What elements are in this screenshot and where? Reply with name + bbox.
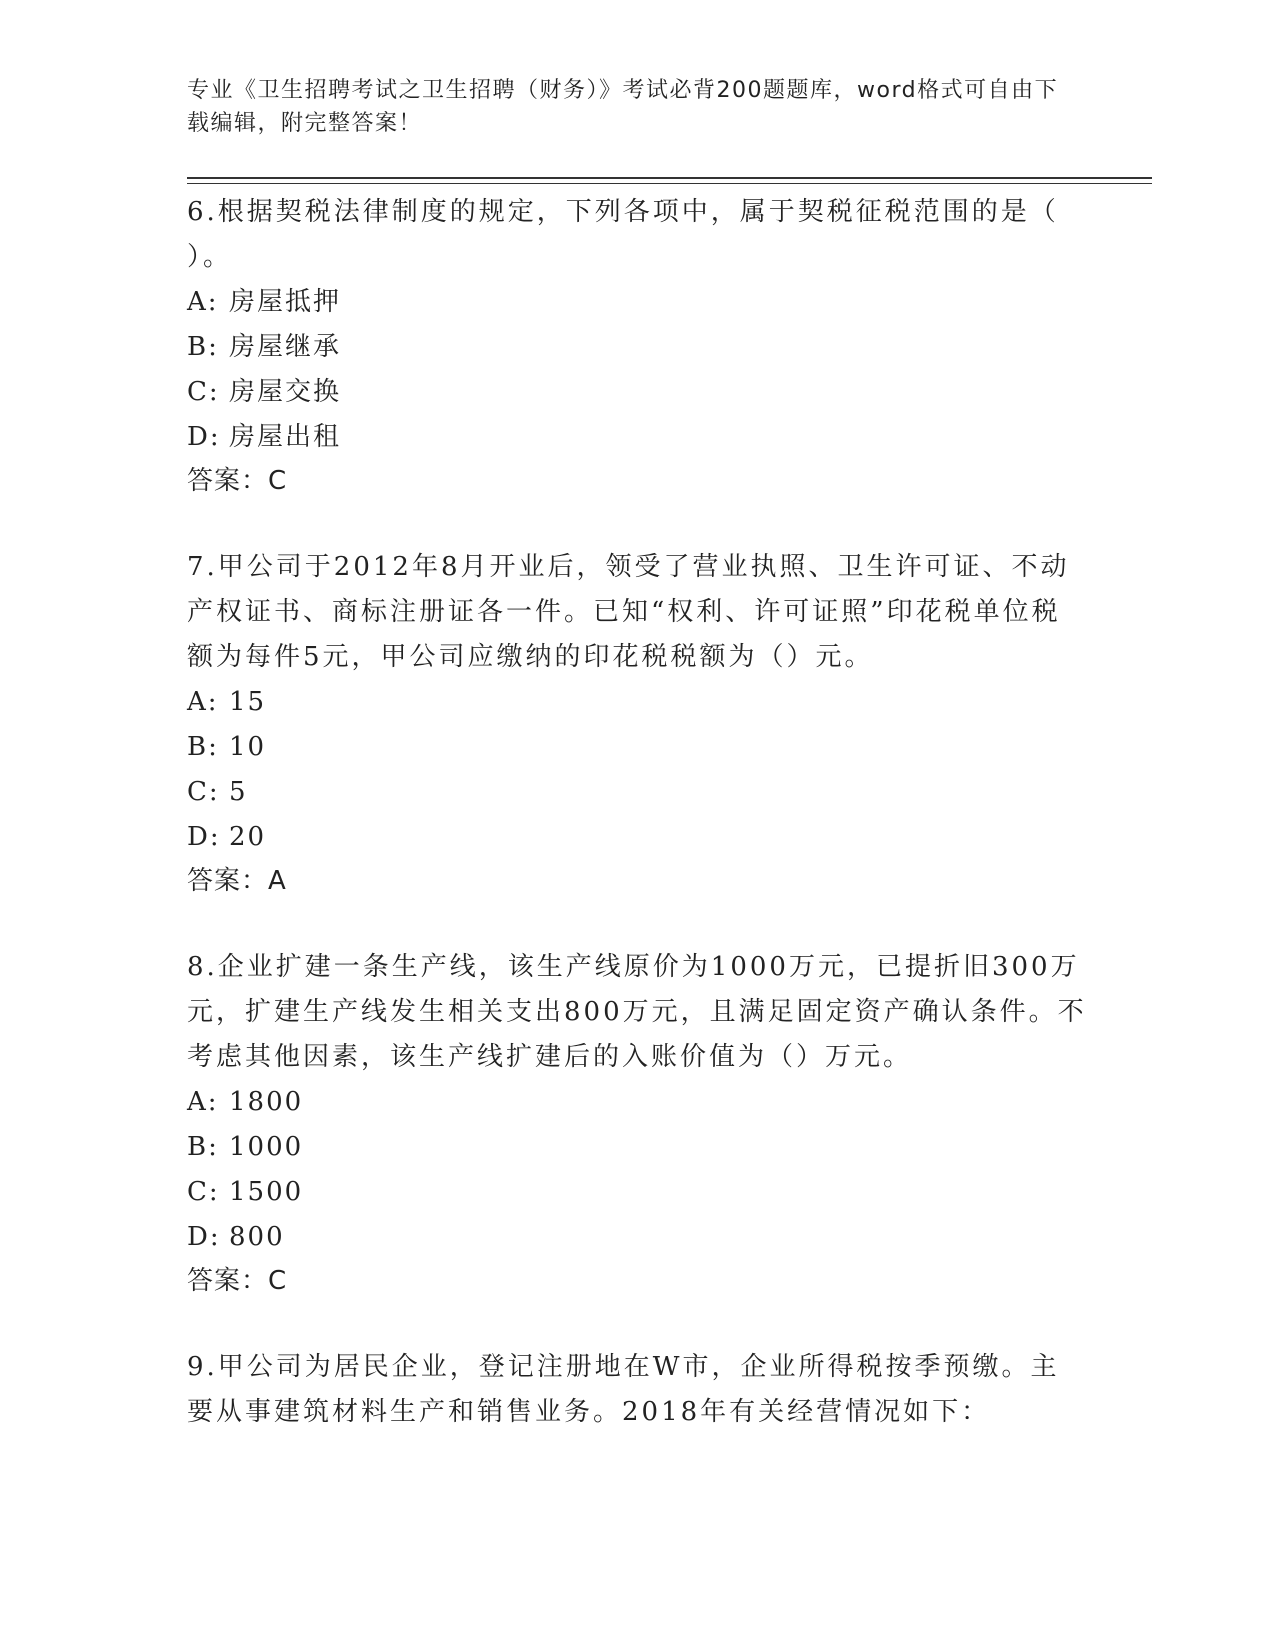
option-c xyxy=(187,770,1087,815)
option-text: 20 xyxy=(229,822,267,852)
document-header: 专业《卫生招聘考试之卫生招聘（财务）》考试必背200题题库，word格式可自由下载编辑，附完整答案！ xyxy=(187,78,1059,136)
option-b xyxy=(187,1125,1087,1170)
question-8 xyxy=(187,945,1087,1303)
question-text: 7.甲公司于2012年8月开业后，领受了营业执照、卫生许可证、不动产权证书、商标注册证各一件。已知“权利、许可证照”印花税单位税额为每件5元，甲公司应缴纳的印花税税额为（）元。 xyxy=(187,552,1070,672)
question-6 xyxy=(187,190,1087,503)
option-c xyxy=(187,1170,1087,1215)
answer-line: 答案：C xyxy=(187,466,288,496)
option-text: 1800 xyxy=(229,1087,304,1117)
option-text: 房屋抵押 xyxy=(229,287,342,317)
question-text: 8.企业扩建一条生产线，该生产线原价为1000万元，已提折旧300万元，扩建生产线发生相关支出800万元，且满足固定资产确认条件。不考虑其他因素，该生产线扩建后的入账价值为（）万元。 xyxy=(187,952,1087,1072)
question-list xyxy=(187,190,1087,1477)
option-letter: B: xyxy=(187,332,219,362)
header-divider-thick xyxy=(187,177,1152,179)
option-text: 10 xyxy=(229,732,267,762)
header-divider-thin xyxy=(187,183,1152,184)
option-letter: B: xyxy=(187,732,219,762)
option-text: 15 xyxy=(229,687,267,717)
option-letter: A: xyxy=(187,1087,219,1117)
option-text: 房屋交换 xyxy=(229,377,342,407)
option-d xyxy=(187,815,1087,860)
option-letter: C: xyxy=(187,777,220,807)
question-text: 6.根据契税法律制度的规定，下列各项中，属于契税征税范围的是（ ）。 xyxy=(187,197,1059,272)
option-d xyxy=(187,1215,1087,1260)
answer-line: 答案：C xyxy=(187,1266,288,1296)
answer-line: 答案：A xyxy=(187,866,287,896)
option-text: 5 xyxy=(229,777,248,807)
option-letter: D: xyxy=(187,1222,221,1252)
option-letter: C: xyxy=(187,377,220,407)
option-letter: D: xyxy=(187,822,221,852)
option-letter: B: xyxy=(187,1132,219,1162)
option-a xyxy=(187,680,1087,725)
question-text: 9.甲公司为居民企业，登记注册地在W市，企业所得税按季预缴。主要从事建筑材料生产和销售业务。2018年有关经营情况如下： xyxy=(187,1352,1060,1427)
option-text: 1000 xyxy=(229,1132,304,1162)
option-d xyxy=(187,415,1087,460)
option-letter: A: xyxy=(187,687,219,717)
option-text: 800 xyxy=(229,1222,285,1252)
option-c xyxy=(187,370,1087,415)
option-letter: D: xyxy=(187,422,221,452)
option-a xyxy=(187,280,1087,325)
option-b xyxy=(187,725,1087,770)
option-text: 房屋继承 xyxy=(229,332,342,362)
option-b xyxy=(187,325,1087,370)
option-text: 房屋出租 xyxy=(229,422,342,452)
option-letter: A: xyxy=(187,287,219,317)
option-letter: C: xyxy=(187,1177,220,1207)
option-a xyxy=(187,1080,1087,1125)
option-text: 1500 xyxy=(229,1177,304,1207)
question-7 xyxy=(187,545,1087,903)
question-9 xyxy=(187,1345,1087,1435)
